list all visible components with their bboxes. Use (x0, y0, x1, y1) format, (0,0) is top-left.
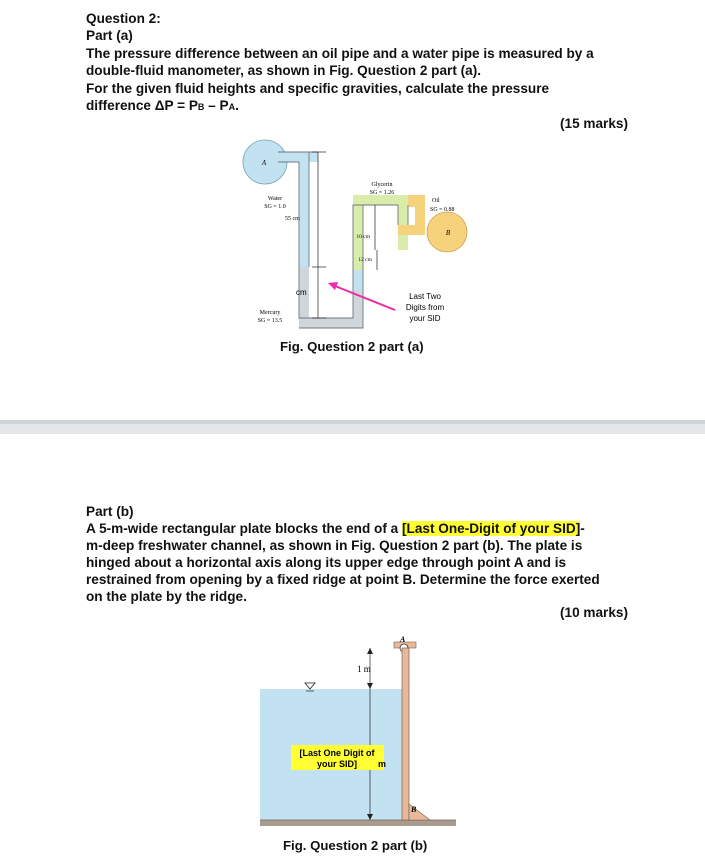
plate-label-b: B (411, 805, 417, 814)
part-b-text-line-3: hinged about a horizontal axis along its upper edge through point A and is (86, 555, 567, 570)
dim-1m-arrow-bottom (367, 683, 373, 689)
glycerin-right-leg (398, 195, 408, 250)
glycerin-label: Glycerin (371, 182, 393, 188)
channel-bed (260, 820, 456, 826)
mercury-sg-label: SG = 13.5 (257, 318, 283, 324)
part-b-text-line-5: on the plate by the ridge. (86, 589, 247, 604)
part-a-text-line-3: For the given fluid heights and specific gravities, calculate the pressure (86, 81, 550, 96)
dim-1m-label: 1 m (357, 664, 371, 674)
page-separator-shadow (0, 424, 705, 434)
dim-1m-arrow-top (367, 648, 373, 654)
plate-label-a: A (400, 635, 406, 644)
sid-arrow-line (335, 286, 395, 310)
sid-note-line-2: Digits from (405, 303, 445, 312)
mercury-label: Mercury (259, 310, 281, 316)
part-a-text-line-2: double-fluid manometer, as shown in Fig. Question 2 part (a). (86, 63, 482, 78)
part-a-label: Part (a) (86, 28, 133, 43)
water-right-segment (353, 270, 363, 290)
tube-outline (278, 152, 408, 328)
part-b-text-line-4: restrained from opening by a fixed ridge at point B. Determine the force exerted (86, 572, 600, 587)
oil-sg-label: SG = 0.88 (430, 207, 455, 213)
oil-lower-leg (398, 225, 420, 235)
sid-note-line-3: your SID (409, 314, 441, 323)
part-a-text-line-1: The pressure difference between an oil pipe and a water pipe is measured by a (86, 46, 594, 61)
question-title: Question 2: (86, 11, 161, 26)
sid-highlight: [Last One-Digit of your SID] (402, 521, 581, 536)
dim-55-label: 55 cm (285, 216, 300, 222)
dim-12-label: 12 cm (358, 257, 372, 263)
depth-label-line-1: [Last One Digit of (299, 748, 375, 758)
water-sg-label: SG = 1.0 (264, 204, 286, 210)
sid-arrow-head (328, 282, 338, 290)
dim-10-label: 10 cm (356, 234, 370, 240)
depth-label-line-2: your SID] (316, 759, 358, 769)
hinged-plate-figure (260, 632, 460, 837)
water-connector (278, 152, 318, 162)
part-b-label: Part (b) (86, 504, 134, 519)
figure-b-caption: Fig. Question 2 part (b) (283, 838, 428, 853)
part-b-marks: (10 marks) (559, 605, 628, 620)
oil-label: Oil (432, 198, 440, 204)
sid-note-line-1: Last Two (409, 292, 441, 301)
point-b-label: B (445, 229, 451, 237)
dim-cm-label: cm (296, 288, 307, 297)
water-left-column (299, 152, 309, 267)
part-a-marks: (15 marks) (559, 116, 628, 131)
glycerin-sg-label: SG = 1.26 (369, 190, 395, 196)
figure-a-caption: Fig. Question 2 part (a) (280, 339, 424, 354)
part-b-text-line-2: m-deep freshwater channel, as shown in Fig. Question 2 part (b). The plate is (86, 538, 583, 553)
hinged-plate (402, 648, 409, 820)
free-surface-symbol (305, 683, 315, 689)
part-a-text-line-4: difference ΔP = PB – PA. (86, 98, 239, 113)
part-b-text-line-1: A 5-m-wide rectangular plate blocks the end of a [Last One-Digit of your SID]- (86, 521, 585, 536)
depth-unit: m (378, 759, 387, 769)
point-a-label: A (261, 159, 267, 167)
water-label: Water (267, 196, 283, 202)
manometer-figure (220, 130, 480, 340)
